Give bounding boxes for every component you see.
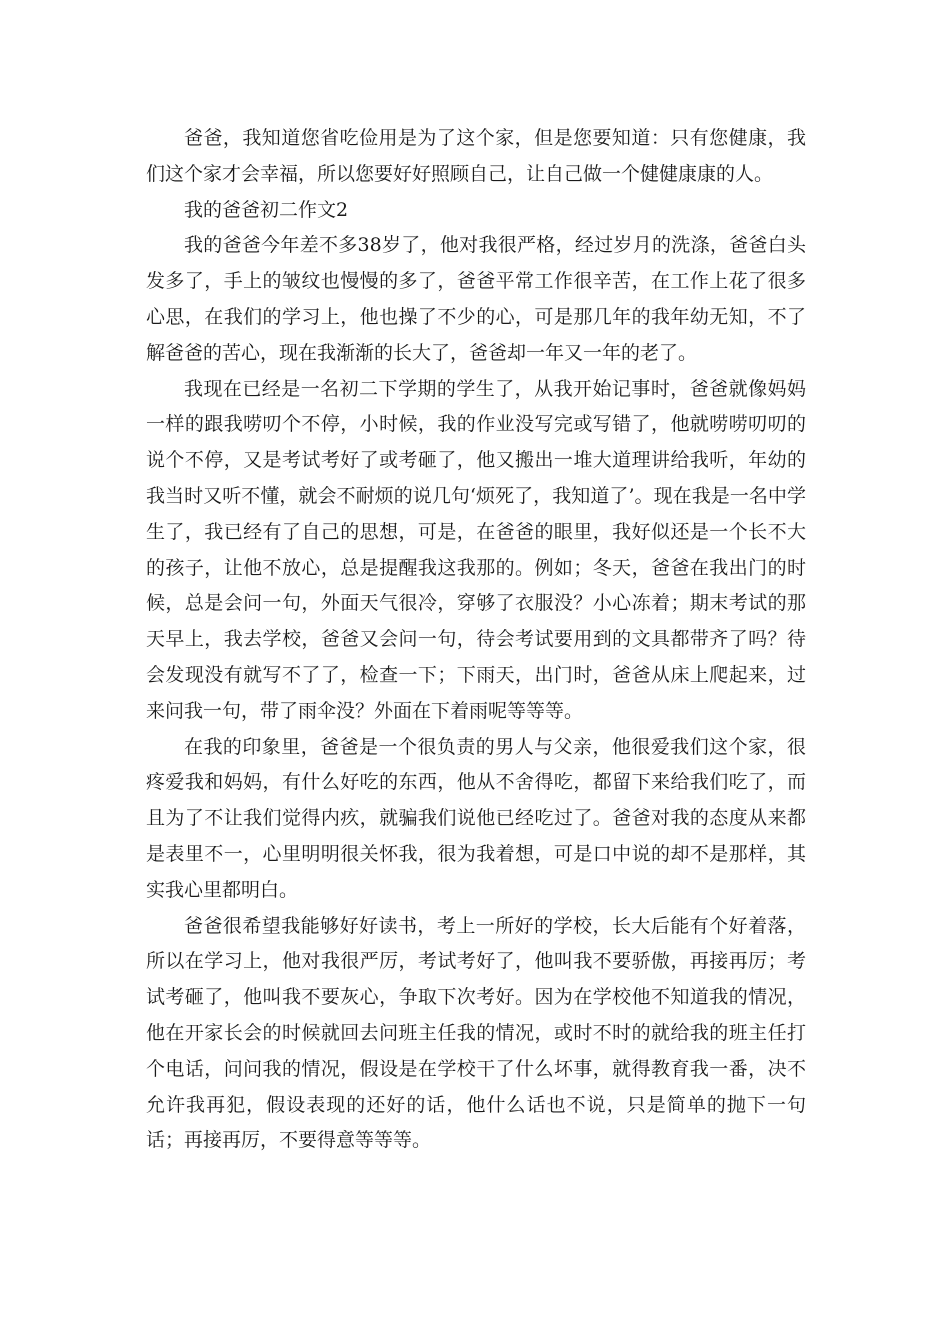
paragraph: 爸爸，我知道您省吃俭用是为了这个家，但是您要知道：只有您健康，我们这个家才会幸福，所以您要好好照顾自己，让自己做一个健健康康的人。 [146,127,806,185]
paragraph: 爸爸很希望我能够好好读书，考上一所好的学校，长大后能有个好着落，所以在学习上，他对我很严厉，考试考好了，他叫我不要骄傲，再接再厉；考试考砸了，他叫我不要灰心，争取下次考好。因为在学校他不知道我的情况，他在开家长会的时候就回去问班主任我的情况，或时不时的就给我的班主任打个电话，问问我的情况，假设是在学校干了什么坏事，就得教育我一番，决不允许我再犯，假设表现的还好的话，他什么话也不说，只是简单的抛下一句话；再接再厉，不要得意等等等。 [146,914,806,1152]
paragraph: 我的爸爸今年差不多38岁了，他对我很严格，经过岁月的洗涤，爸爸白头发多了，手上的皱纹也慢慢的多了，爸爸平常工作很辛苦，在工作上花了很多心思，在我们的学习上，他也操了不少的心，可是那几年的我年幼无知，不了解爸爸的苦心，现在我渐渐的长大了，爸爸却一年又一年的老了。 [146,234,806,364]
paragraph: 在我的印象里，爸爸是一个很负责的男人与父亲，他很爱我们这个家，很疼爱我和妈妈，有什么好吃的东西，他从不舍得吃，都留下来给我们吃了，而且为了不让我们觉得内疚，就骗我们说他已经吃过了。爸爸对我的态度从来都是表里不一，心里明明很关怀我，很为我着想，可是口中说的却不是那样，其实我心里都明白。 [146,735,806,901]
document-body [146,121,806,1159]
essay-title: 我的爸爸初二作文2 [184,198,349,221]
paragraph: 我现在已经是一名初二下学期的学生了，从我开始记事时，爸爸就像妈妈一样的跟我唠叨个不停，小时候，我的作业没写完或写错了，他就唠唠叨叨的说个不停，又是考试考好了或考砸了，他又搬出一堆大道理讲给我听，年幼的我当时又听不懂，就会不耐烦的说几句‘烦死了，我知道了’。现在我是一名中学生了，我已经有了自己的思想，可是，在爸爸的眼里，我好似还是一个长不大的孩子，让他不放心，总是提醒我这我那的。例如；冬天，爸爸在我出门的时候，总是会问一句，外面天气很冷，穿够了衣服没？小心冻着；期末考试的那天早上，我去学校，爸爸又会问一句，待会考试要用到的文具都带齐了吗？待会发现没有就写不了了，检查一下；下雨天，出门时，爸爸从床上爬起来，过来问我一句，带了雨伞没？外面在下着雨呢等等等。 [146,377,806,722]
